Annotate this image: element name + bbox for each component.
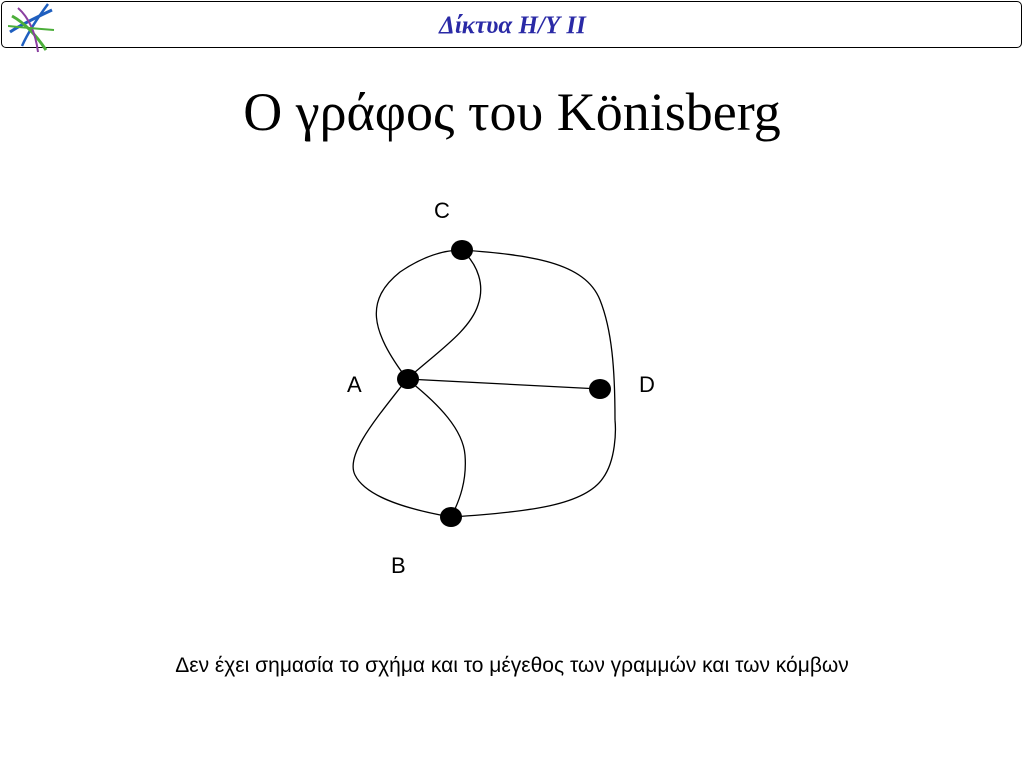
node-a — [397, 369, 419, 389]
edge-a-c-right — [407, 250, 481, 379]
node-c — [451, 240, 473, 260]
edge-a-b-left — [353, 379, 451, 517]
slide-title: Ο γράφος του Könisberg — [243, 82, 781, 142]
node-b — [440, 507, 462, 527]
node-label-a: A — [347, 372, 362, 397]
node-label-c: C — [434, 198, 450, 223]
node-label-d: D — [639, 372, 655, 397]
slide-caption: Δεν έχει σημασία το σχήμα και το μέγεθος των γραμμών και των κόμβων — [175, 654, 849, 677]
node-label-b: B — [391, 553, 406, 578]
header-title: Δίκτυα Η/Υ ΙΙ — [439, 12, 586, 39]
edge-a-b-right — [407, 379, 465, 517]
edge-a-d — [407, 379, 600, 389]
edge-a-c-left — [376, 250, 462, 379]
node-d — [589, 379, 611, 399]
edge-b-d — [451, 420, 615, 517]
